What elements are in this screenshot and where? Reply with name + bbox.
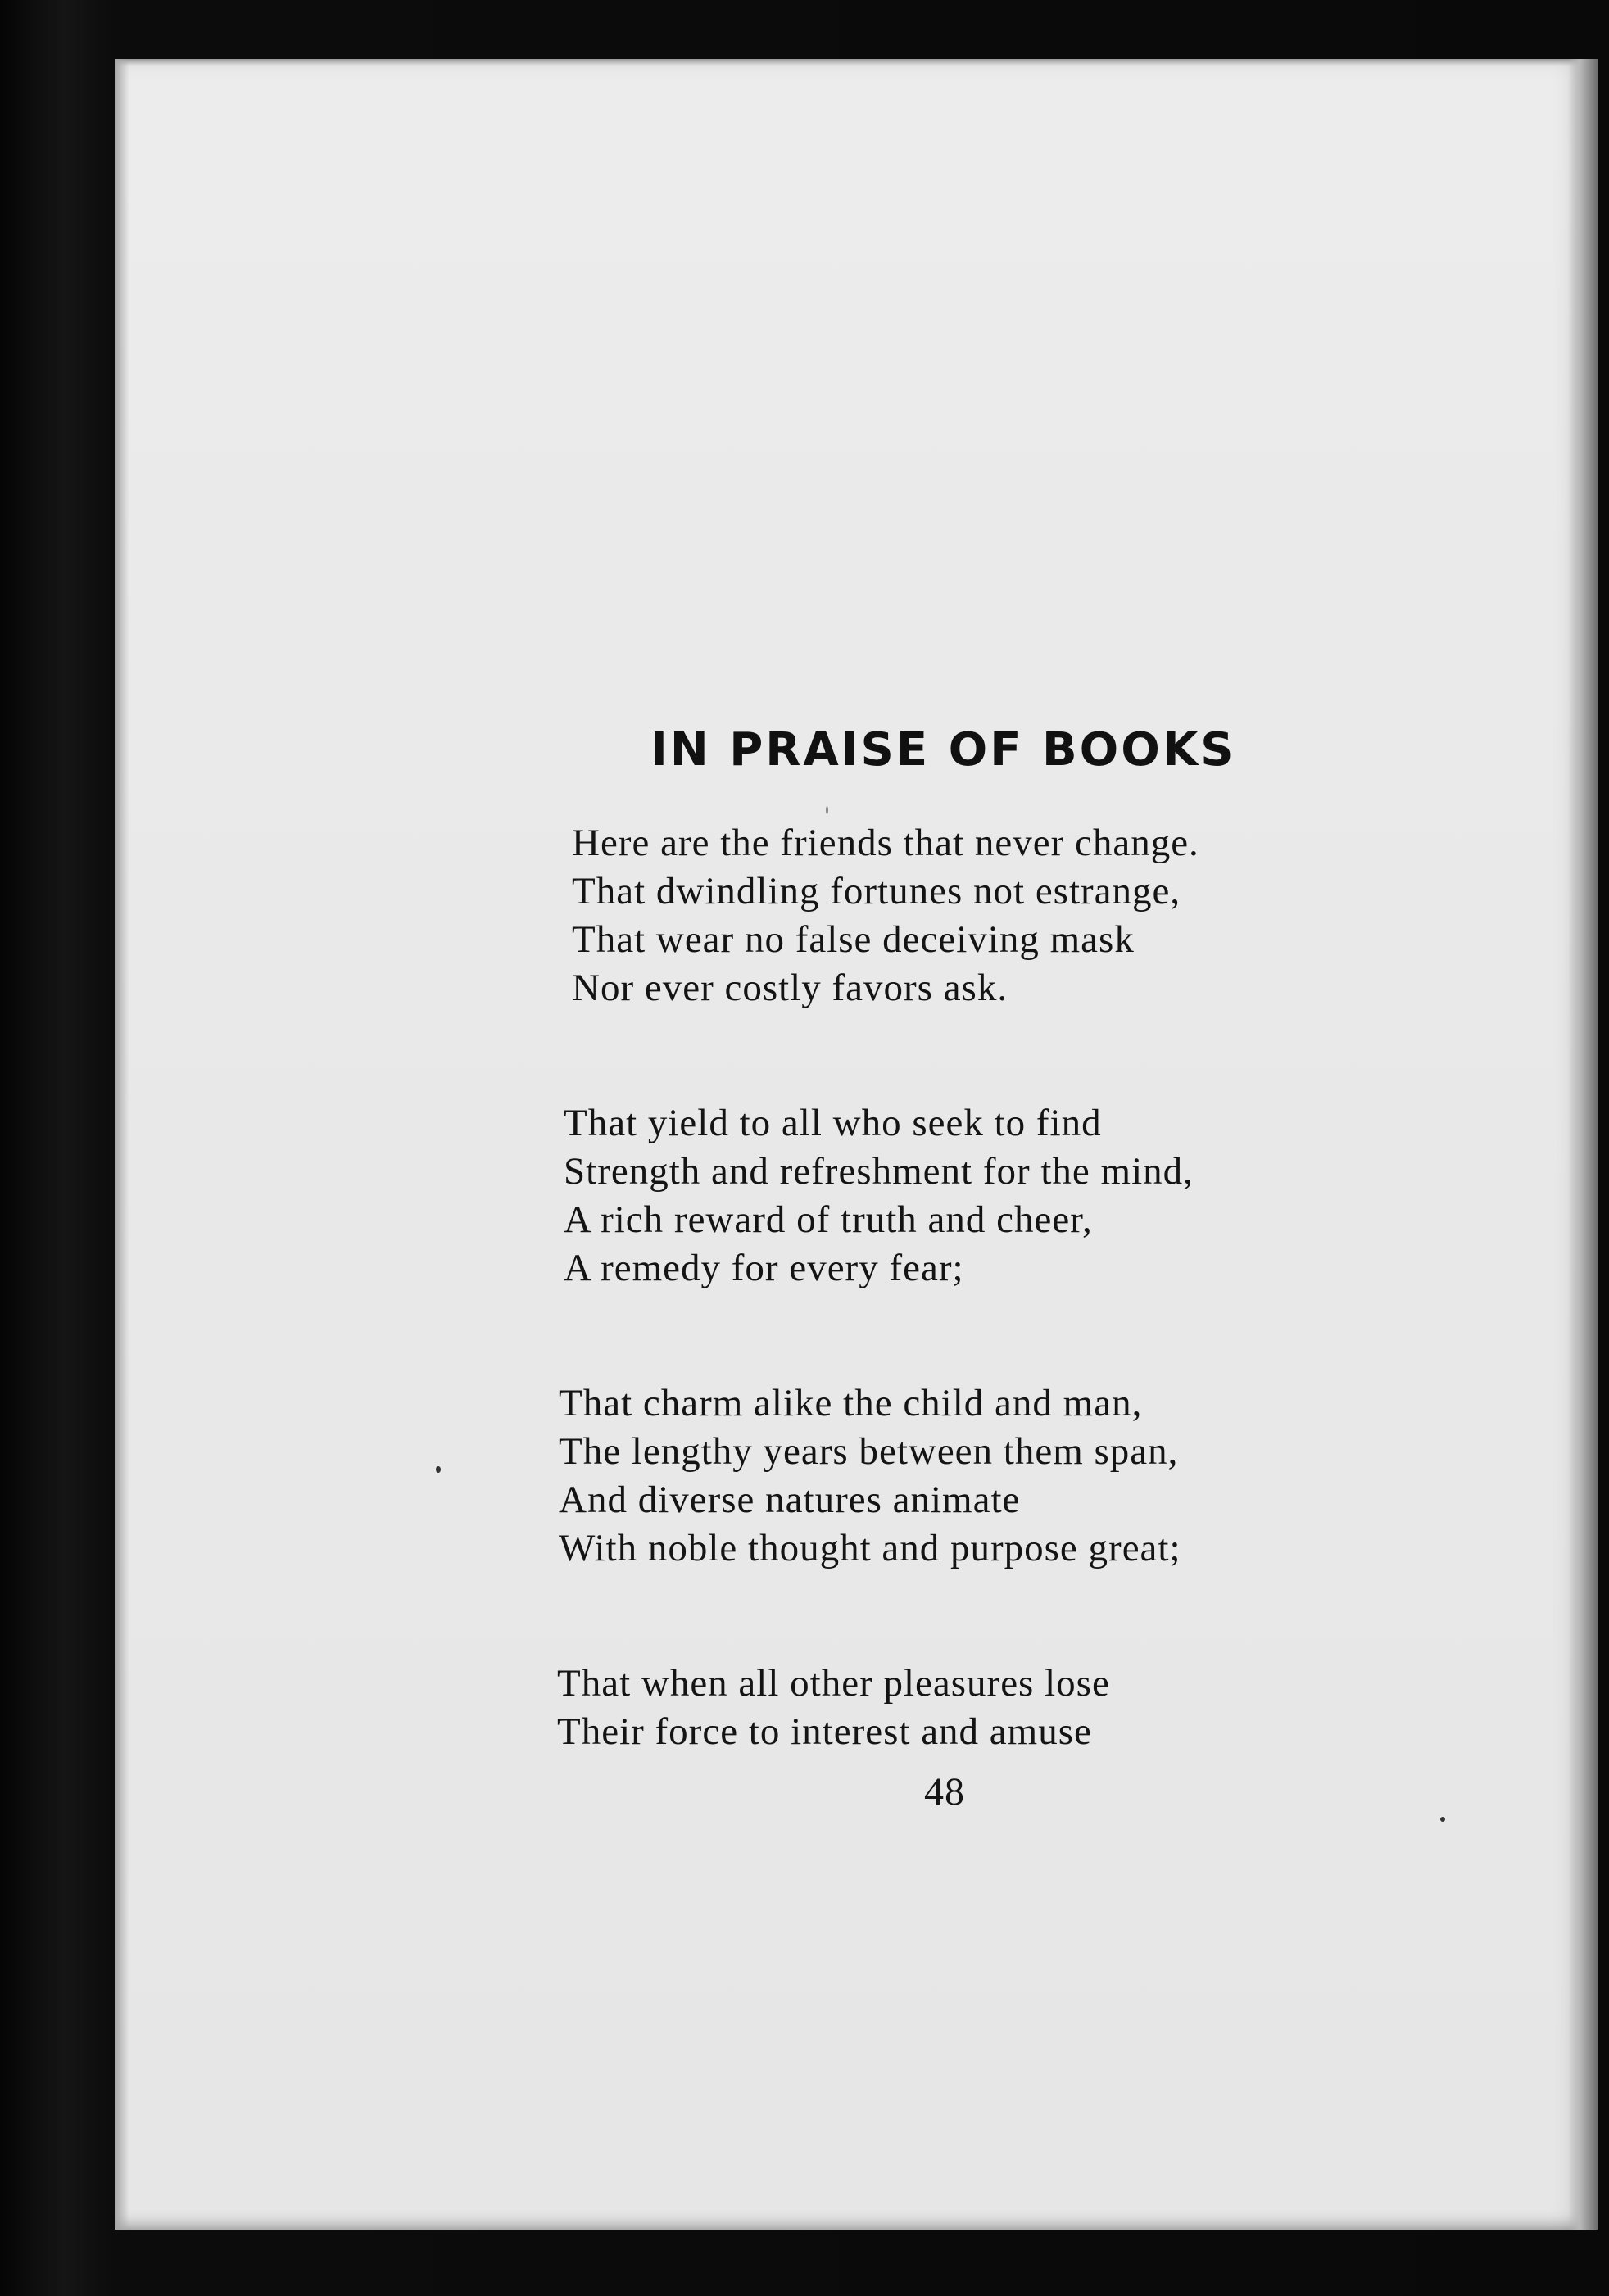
page-edge-top	[115, 59, 1598, 66]
poem-line: With noble thought and purpose great;	[559, 1527, 1181, 1569]
poem-line: Here are the friends that never change.	[572, 822, 1199, 864]
stanza	[572, 819, 1344, 1012]
poem-line: That wear no false deceiving mask	[572, 918, 1135, 961]
scan-speck	[1440, 1817, 1445, 1822]
poem-line: That yield to all who seek to find	[564, 1102, 1102, 1144]
stanza	[564, 1099, 1344, 1293]
scan-speck	[436, 1466, 441, 1473]
poem-line: And diverse natures animate	[559, 1479, 1021, 1521]
page-edge-left	[115, 59, 129, 2230]
poem-line: The lengthy years between them span,	[559, 1430, 1179, 1473]
poem-title: IN PRAISE OF BOOKS	[650, 723, 1236, 777]
poem-line: Their force to interest and amuse	[557, 1710, 1092, 1753]
page-number: 48	[924, 1770, 965, 1814]
stanza	[559, 1379, 1344, 1573]
poem-line: That charm alike the child and man,	[559, 1382, 1143, 1424]
poem-line: Strength and refreshment for the mind,	[564, 1150, 1194, 1193]
poem-line: A remedy for every fear;	[564, 1247, 964, 1289]
poem-line: That when all other pleasures lose	[557, 1662, 1110, 1705]
poem-line: A rich reward of truth and cheer,	[564, 1198, 1093, 1241]
poem-body	[557, 819, 1344, 1756]
poem-line: Nor ever costly favors ask.	[572, 967, 1008, 1009]
stanza	[557, 1660, 1344, 1756]
poem-line: That dwindling fortunes not estrange,	[572, 870, 1181, 913]
page-edge-right	[1568, 59, 1598, 2230]
scan-speck	[826, 806, 828, 814]
